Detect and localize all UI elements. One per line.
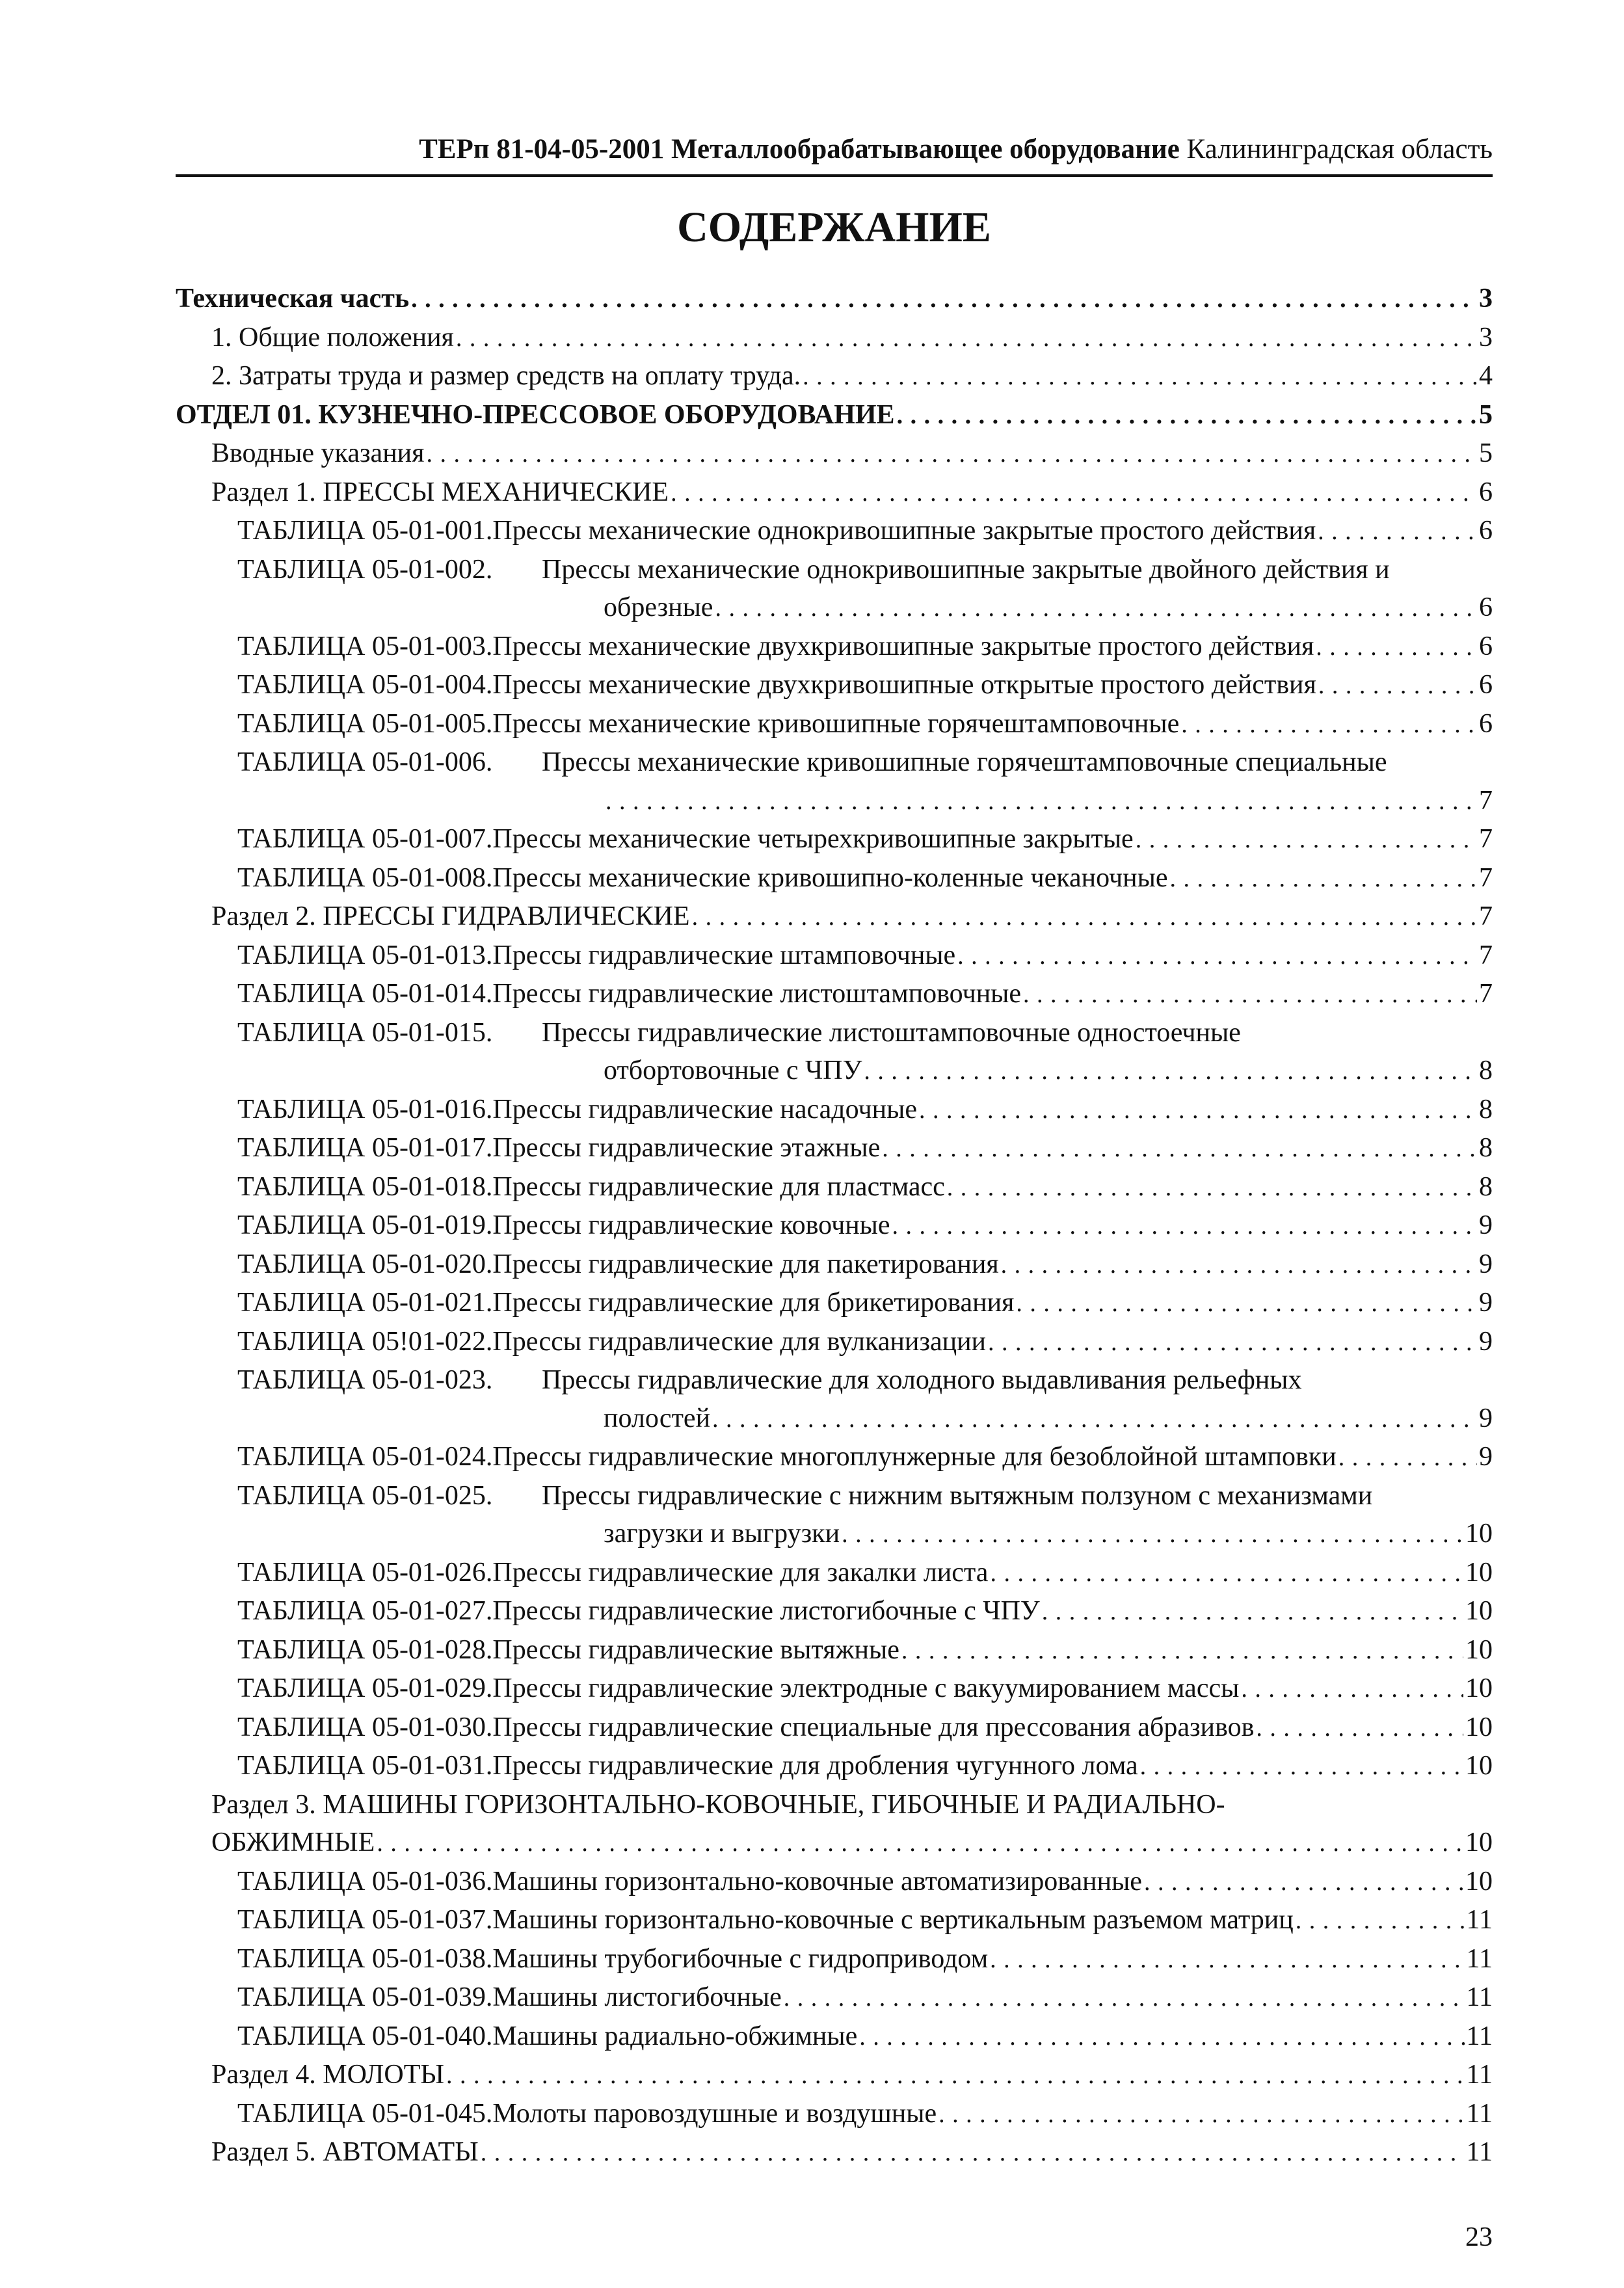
toc-page-number: 5 <box>1479 399 1493 430</box>
dot-leader <box>1241 1670 1463 1709</box>
dot-leader <box>919 1091 1477 1130</box>
table-code: ТАБЛИЦА 05-01-015. <box>237 1017 493 1048</box>
toc-table-entry[interactable] <box>176 820 1493 859</box>
toc-table-entry[interactable] <box>176 1438 1493 1477</box>
table-title: Прессы гидравлические с нижним вытяжным ползуном с механизмами <box>542 1480 1373 1511</box>
dot-leader <box>692 898 1477 937</box>
toc-page-number: 10 <box>1465 1596 1493 1626</box>
toc-page-number: 11 <box>1466 2060 1493 2090</box>
toc-page-number: 7 <box>1479 901 1493 931</box>
toc-table-entry[interactable] <box>176 1592 1493 1631</box>
table-code: ТАБЛИЦА 05-01-019. <box>237 1210 493 1240</box>
table-code: ТАБЛИЦА 05-01-014. <box>237 979 493 1009</box>
toc-entry-text: Раздел 3. МАШИНЫ ГОРИЗОНТАЛЬНО-КОВОЧНЫЕ, ГИБОЧНЫЕ И РАДИАЛЬНО- <box>211 1789 1225 1820</box>
toc-page-number: 11 <box>1466 1905 1493 1935</box>
table-title: Прессы гидравлические насадочные <box>492 1094 918 1124</box>
toc-page-number: 10 <box>1465 1557 1493 1588</box>
toc-table-entry[interactable] <box>176 1940 1493 1979</box>
dot-leader <box>411 280 1477 319</box>
document-code: ТЕРп 81-04-05-2001 Металлообрабатывающее оборудование <box>419 134 1180 165</box>
toc-line <box>237 2017 1493 2056</box>
toc-line <box>237 1747 1493 1786</box>
toc-entry[interactable] <box>176 898 1493 937</box>
toc-line <box>237 1129 1493 1168</box>
dot-leader <box>897 397 1477 435</box>
dot-leader <box>1318 667 1477 705</box>
dot-leader <box>1181 706 1477 744</box>
table-title: Прессы гидравлические вытяжные <box>492 1634 899 1665</box>
toc-table-entry[interactable] <box>176 1978 1493 2017</box>
toc-page-number: 7 <box>1479 785 1493 816</box>
toc-line <box>237 1206 1493 1245</box>
toc-table-entry[interactable] <box>176 1669 1493 1709</box>
toc-line <box>211 2133 1493 2172</box>
dot-leader <box>1001 1246 1477 1284</box>
dot-leader <box>715 589 1477 628</box>
table-code: ТАБЛИЦА 05-01-003. <box>237 631 493 661</box>
dot-leader <box>1042 1593 1463 1631</box>
toc-page-number: 8 <box>1479 1171 1493 1202</box>
toc-line <box>176 280 1493 319</box>
table-code: ТАБЛИЦА 05-01-030. <box>237 1712 493 1742</box>
toc-page-number: 11 <box>1466 1943 1493 1974</box>
toc-table-entry[interactable] <box>176 1091 1493 1130</box>
toc-entry-text: обрезные <box>604 592 713 622</box>
table-title: Прессы гидравлические листогибочные с ЧПУ <box>492 1596 1040 1626</box>
dot-leader <box>901 1632 1463 1670</box>
toc-page-number: 3 <box>1479 322 1493 353</box>
toc-page-number: 10 <box>1465 1866 1493 1896</box>
toc-table-entry[interactable] <box>176 859 1493 898</box>
dot-leader <box>481 2134 1465 2172</box>
dot-leader <box>1144 1863 1463 1902</box>
toc-line <box>211 1824 1493 1863</box>
table-title: Прессы гидравлические листоштамповочные одностоечные <box>542 1017 1241 1048</box>
dot-leader <box>1136 821 1477 859</box>
table-code: ТАБЛИЦА 05-01-028. <box>237 1634 493 1665</box>
table-code: ТАБЛИЦА 05!01-022. <box>237 1326 493 1357</box>
toc-page-number: 8 <box>1479 1094 1493 1124</box>
dot-leader <box>990 1554 1463 1593</box>
table-title: Прессы гидравлические штамповочные <box>492 940 956 970</box>
table-code: ТАБЛИЦА 05-01-025. <box>237 1480 493 1511</box>
page-title: СОДЕРЖАНИЕ <box>677 204 991 251</box>
toc-line <box>237 705 1493 744</box>
running-header <box>176 131 1493 168</box>
toc-line <box>237 859 1493 898</box>
table-code: ТАБЛИЦА 05-01-020. <box>237 1249 493 1279</box>
dot-leader <box>1169 860 1477 898</box>
toc-table-entry[interactable] <box>176 2095 1493 2134</box>
toc-entry-text: Вводные указания <box>211 438 425 468</box>
toc-page-number: 9 <box>1479 1403 1493 1433</box>
toc-table-entry[interactable] <box>176 666 1493 705</box>
dot-leader <box>988 1324 1477 1362</box>
toc-table-entry[interactable] <box>176 1361 1493 1438</box>
dot-leader <box>377 1824 1463 1863</box>
toc-line <box>237 628 1493 667</box>
table-code: ТАБЛИЦА 05-01-001. <box>237 516 493 546</box>
dot-leader <box>606 782 1477 821</box>
toc-line <box>237 1477 1493 1515</box>
table-title: Прессы механические кривошипно-коленные чеканочные <box>492 862 1168 893</box>
table-code: ТАБЛИЦА 05-01-007. <box>237 824 493 854</box>
table-code: ТАБЛИЦА 05-01-024. <box>237 1442 493 1472</box>
table-code: ТАБЛИЦА 05-01-031. <box>237 1751 493 1781</box>
toc-entry[interactable] <box>176 396 1493 435</box>
toc-continuation <box>237 782 1493 821</box>
dot-leader <box>957 937 1477 976</box>
toc-page-number: 4 <box>1479 361 1493 391</box>
toc-entry[interactable] <box>176 280 1493 319</box>
toc-line <box>237 1978 1493 2017</box>
toc-entry-text: Раздел 4. МОЛОТЫ <box>211 2060 444 2090</box>
table-title: Прессы механические четырехкривошипные закрытые <box>492 824 1134 854</box>
dot-leader <box>803 358 1477 396</box>
toc-entry[interactable] <box>176 473 1493 512</box>
table-code: ТАБЛИЦА 05-01-016. <box>237 1094 493 1124</box>
table-title: Машины горизонтально-ковочные с вертикальным разъемом матриц <box>492 1905 1294 1935</box>
dot-leader <box>1316 628 1477 667</box>
dot-leader <box>446 2056 1465 2095</box>
toc-line <box>237 1361 1493 1400</box>
toc-entry-text: 1. Общие положения <box>211 322 454 353</box>
dot-leader <box>712 1400 1477 1439</box>
toc-line <box>237 1592 1493 1631</box>
toc-line <box>211 434 1493 473</box>
table-title: Прессы механические двухкривошипные открытые простого действия <box>492 670 1316 700</box>
toc-continuation <box>237 1400 1493 1439</box>
dot-leader <box>842 1515 1463 1554</box>
table-title: Прессы гидравлические для брикетирования <box>492 1288 1015 1318</box>
table-code: ТАБЛИЦА 05-01-040. <box>237 2021 493 2051</box>
toc-page-number: 11 <box>1466 2021 1493 2051</box>
toc-page-number: 6 <box>1479 592 1493 622</box>
table-title: Прессы механические кривошипные горячештамповочные <box>492 708 1180 739</box>
toc-table-entry[interactable] <box>176 1863 1493 1902</box>
toc-line <box>237 743 1493 782</box>
toc-line <box>237 1091 1493 1130</box>
table-title: Машины трубогибочные с гидроприводом <box>492 1943 989 1974</box>
table-code: ТАБЛИЦА 05-01-006. <box>237 747 493 777</box>
toc-line <box>237 1245 1493 1284</box>
toc-page-number: 6 <box>1479 631 1493 661</box>
dot-leader <box>1140 1748 1463 1786</box>
toc-line <box>604 1515 1493 1554</box>
toc-page-number: 5 <box>1479 438 1493 468</box>
toc-page-number: 7 <box>1479 979 1493 1009</box>
toc-table-entry[interactable] <box>176 1901 1493 1940</box>
toc-entry-text: 2. Затраты труда и размер средств на оплату труда. <box>211 361 801 391</box>
toc-table-entry[interactable] <box>176 975 1493 1014</box>
toc-table-entry[interactable] <box>176 2017 1493 2056</box>
table-code: ТАБЛИЦА 05-01-013. <box>237 940 493 970</box>
toc-table-entry[interactable] <box>176 1323 1493 1362</box>
toc-line <box>211 2056 1493 2095</box>
toc-line <box>237 1901 1493 1940</box>
toc-page-number: 10 <box>1465 1634 1493 1665</box>
toc-entry[interactable] <box>176 319 1493 358</box>
toc-line <box>237 1631 1493 1670</box>
dot-leader <box>938 2095 1464 2134</box>
dot-leader <box>1338 1439 1477 1477</box>
table-title: Прессы гидравлические для дробления чугунного лома <box>492 1751 1138 1781</box>
dot-leader <box>1296 1902 1465 1940</box>
toc-page-number: 9 <box>1479 1326 1493 1357</box>
toc-page-number: 10 <box>1465 1751 1493 1781</box>
toc-page-number: 9 <box>1479 1288 1493 1318</box>
toc-table-entry[interactable] <box>176 512 1493 551</box>
dot-leader <box>1023 976 1477 1014</box>
table-title: Прессы гидравлические электродные с вакуумированием массы <box>492 1673 1240 1703</box>
dot-leader <box>859 2018 1464 2056</box>
toc-line <box>237 1709 1493 1748</box>
toc-table-entry[interactable] <box>176 1206 1493 1245</box>
toc-entry[interactable] <box>176 2133 1493 2172</box>
table-code: ТАБЛИЦА 05-01-021. <box>237 1288 493 1318</box>
toc-line <box>237 1438 1493 1477</box>
toc-entry-text: Раздел 1. ПРЕССЫ МЕХАНИЧЕСКИЕ <box>211 477 669 507</box>
table-code: ТАБЛИЦА 05-01-026. <box>237 1557 493 1588</box>
toc-line <box>237 1863 1493 1902</box>
table-title: Машины листогибочные <box>492 1982 782 2012</box>
toc-page-number: 10 <box>1465 1828 1493 1857</box>
toc-page-number: 11 <box>1466 2137 1493 2167</box>
toc-table-entry[interactable] <box>176 1245 1493 1284</box>
dot-leader <box>784 1979 1465 2017</box>
toc-table-entry[interactable] <box>176 1477 1493 1554</box>
toc-page-number: 11 <box>1466 2098 1493 2129</box>
dot-leader <box>864 1052 1477 1091</box>
toc-line <box>237 1284 1493 1323</box>
table-title: Машины горизонтально-ковочные автоматизированные <box>492 1866 1142 1896</box>
toc-page-number: 6 <box>1479 670 1493 700</box>
table-code: ТАБЛИЦА 05-01-037. <box>237 1905 493 1935</box>
toc-entry-text: ОТДЕЛ 01. КУЗНЕЧНО-ПРЕССОВОЕ ОБОРУДОВАНИЕ <box>176 399 895 430</box>
toc-continuation <box>237 589 1493 628</box>
table-title: Прессы механические кривошипные горячештамповочные специальные <box>542 747 1387 777</box>
toc-table-entry[interactable] <box>176 1284 1493 1323</box>
toc-line <box>237 1014 1493 1052</box>
toc-entry[interactable] <box>176 434 1493 473</box>
toc-entry[interactable] <box>176 2056 1493 2095</box>
toc-line <box>237 1940 1493 1979</box>
table-code: ТАБЛИЦА 05-01-005. <box>237 708 493 739</box>
toc-page-number: 9 <box>1479 1249 1493 1279</box>
toc-entry-text: ОБЖИМНЫЕ <box>211 1828 375 1857</box>
table-code: ТАБЛИЦА 05-01-008. <box>237 862 493 893</box>
dot-leader <box>671 474 1477 512</box>
table-code: ТАБЛИЦА 05-01-002. <box>237 554 493 585</box>
toc-line <box>211 898 1493 937</box>
table-title: Прессы механические двухкривошипные закрытые простого действия <box>492 631 1314 661</box>
table-code: ТАБЛИЦА 05-01-018. <box>237 1171 493 1202</box>
table-code: ТАБЛИЦА 05-01-038. <box>237 1943 493 1974</box>
dot-leader <box>947 1169 1477 1207</box>
toc-line <box>237 820 1493 859</box>
dot-leader <box>1318 512 1477 551</box>
table-title: Прессы гидравлические этажные <box>492 1133 881 1163</box>
toc-line <box>211 319 1493 358</box>
toc-page-number: 10 <box>1465 1712 1493 1742</box>
dot-leader <box>990 1941 1464 1979</box>
toc-table-entry[interactable] <box>176 1747 1493 1786</box>
table-code: ТАБЛИЦА 05-01-023. <box>237 1365 493 1395</box>
toc-line <box>237 1323 1493 1362</box>
table-title: Прессы гидравлические специальные для прессования абразивов <box>492 1712 1255 1742</box>
toc-line <box>604 1052 1493 1091</box>
toc-line <box>237 937 1493 976</box>
toc-table-entry[interactable] <box>176 705 1493 744</box>
toc-page-number: 6 <box>1479 516 1493 546</box>
toc-entry-text: Раздел 5. АВТОМАТЫ <box>211 2137 479 2167</box>
toc-page-number: 7 <box>1479 940 1493 970</box>
toc-page-number: 6 <box>1479 708 1493 739</box>
dot-leader <box>882 1130 1477 1168</box>
toc-page-number: 9 <box>1479 1442 1493 1472</box>
toc-table-entry[interactable] <box>176 1129 1493 1168</box>
toc-page-number: 11 <box>1466 1982 1493 2012</box>
toc-page-number: 10 <box>1465 1673 1493 1703</box>
toc-line <box>237 2095 1493 2134</box>
toc-line <box>604 782 1493 821</box>
table-title: Прессы механические однокривошипные закрытые простого действия <box>492 516 1316 546</box>
dot-leader <box>1256 1709 1463 1748</box>
header-rule <box>176 174 1493 177</box>
toc-page-number: 7 <box>1479 862 1493 893</box>
toc-line <box>237 1669 1493 1709</box>
dot-leader <box>1016 1284 1477 1323</box>
table-code: ТАБЛИЦА 05-01-004. <box>237 670 493 700</box>
dot-leader <box>892 1207 1477 1245</box>
table-title: Прессы гидравлические листоштамповочные <box>492 979 1022 1009</box>
toc-page-number: 8 <box>1479 1056 1493 1085</box>
table-code: ТАБЛИЦА 05-01-045. <box>237 2098 493 2129</box>
table-code: ТАБЛИЦА 05-01-036. <box>237 1866 493 1896</box>
toc-table-entry[interactable] <box>176 1631 1493 1670</box>
toc-line <box>176 396 1493 435</box>
table-title: Прессы гидравлические для закалки листа <box>492 1557 989 1588</box>
table-code: ТАБЛИЦА 05-01-017. <box>237 1133 493 1163</box>
table-title: Прессы гидравлические ковочные <box>492 1210 890 1240</box>
toc-table-entry[interactable] <box>176 1709 1493 1748</box>
toc-line <box>211 473 1493 512</box>
toc-line <box>237 975 1493 1014</box>
toc-page-number: 10 <box>1465 1519 1493 1549</box>
toc-table-entry[interactable] <box>176 1554 1493 1593</box>
toc-entry[interactable] <box>176 357 1493 396</box>
toc-line <box>211 357 1493 396</box>
toc-table-entry[interactable] <box>176 937 1493 976</box>
toc-page-number: 9 <box>1479 1210 1493 1240</box>
toc-entry-text: Техническая часть <box>176 284 410 313</box>
toc-line <box>237 1168 1493 1207</box>
toc-entry-text: полостей <box>604 1403 711 1433</box>
toc-entry-text: загрузки и выгрузки <box>604 1519 840 1549</box>
toc-entry-text: отбортовочные с ЧПУ <box>604 1056 862 1085</box>
toc-line <box>237 551 1493 589</box>
toc-page-number: 8 <box>1479 1133 1493 1163</box>
toc-continuation <box>237 1515 1493 1554</box>
region-name: Калининградская область <box>1186 134 1493 165</box>
table-title: Прессы гидравлические для холодного выдавливания рельефных <box>542 1365 1302 1395</box>
toc-line <box>237 512 1493 551</box>
table-code: ТАБЛИЦА 05-01-039. <box>237 1982 493 2012</box>
table-title: Прессы гидравлические для пакетирования <box>492 1249 999 1279</box>
table-title: Молоты паровоздушные и воздушные <box>492 2098 937 2129</box>
table-title: Прессы гидравлические для пластмасс <box>492 1171 945 1202</box>
toc-continuation <box>237 1052 1493 1091</box>
dot-leader <box>456 319 1477 358</box>
toc-line <box>237 1554 1493 1593</box>
toc-table-entry[interactable] <box>176 743 1493 820</box>
toc-line <box>237 666 1493 705</box>
toc-page-number: 3 <box>1479 284 1493 313</box>
toc-entry-text: Раздел 2. ПРЕССЫ ГИДРАВЛИЧЕСКИЕ <box>211 901 690 931</box>
table-code: ТАБЛИЦА 05-01-029. <box>237 1673 493 1703</box>
table-title: Прессы гидравлические многоплунжерные для безоблойной штамповки <box>492 1442 1337 1472</box>
page-number: 23 <box>1465 2222 1493 2252</box>
toc-line <box>604 589 1493 628</box>
toc-table-entry[interactable] <box>176 628 1493 667</box>
dot-leader <box>426 435 1477 473</box>
table-title: Машины радиально-обжимные <box>492 2021 858 2051</box>
table-title: Прессы гидравлические для вулканизации <box>492 1326 987 1357</box>
toc-page-number: 7 <box>1479 824 1493 854</box>
table-of-contents <box>176 280 1493 2172</box>
toc-page-number: 6 <box>1479 477 1493 507</box>
toc-section-entry[interactable] <box>176 1786 1493 1863</box>
table-code: ТАБЛИЦА 05-01-027. <box>237 1596 493 1626</box>
toc-table-entry[interactable] <box>176 1168 1493 1207</box>
toc-line <box>604 1400 1493 1439</box>
table-title: Прессы механические однокривошипные закрытые двойного действия и <box>542 554 1390 585</box>
toc-table-entry[interactable] <box>176 551 1493 628</box>
toc-table-entry[interactable] <box>176 1014 1493 1091</box>
